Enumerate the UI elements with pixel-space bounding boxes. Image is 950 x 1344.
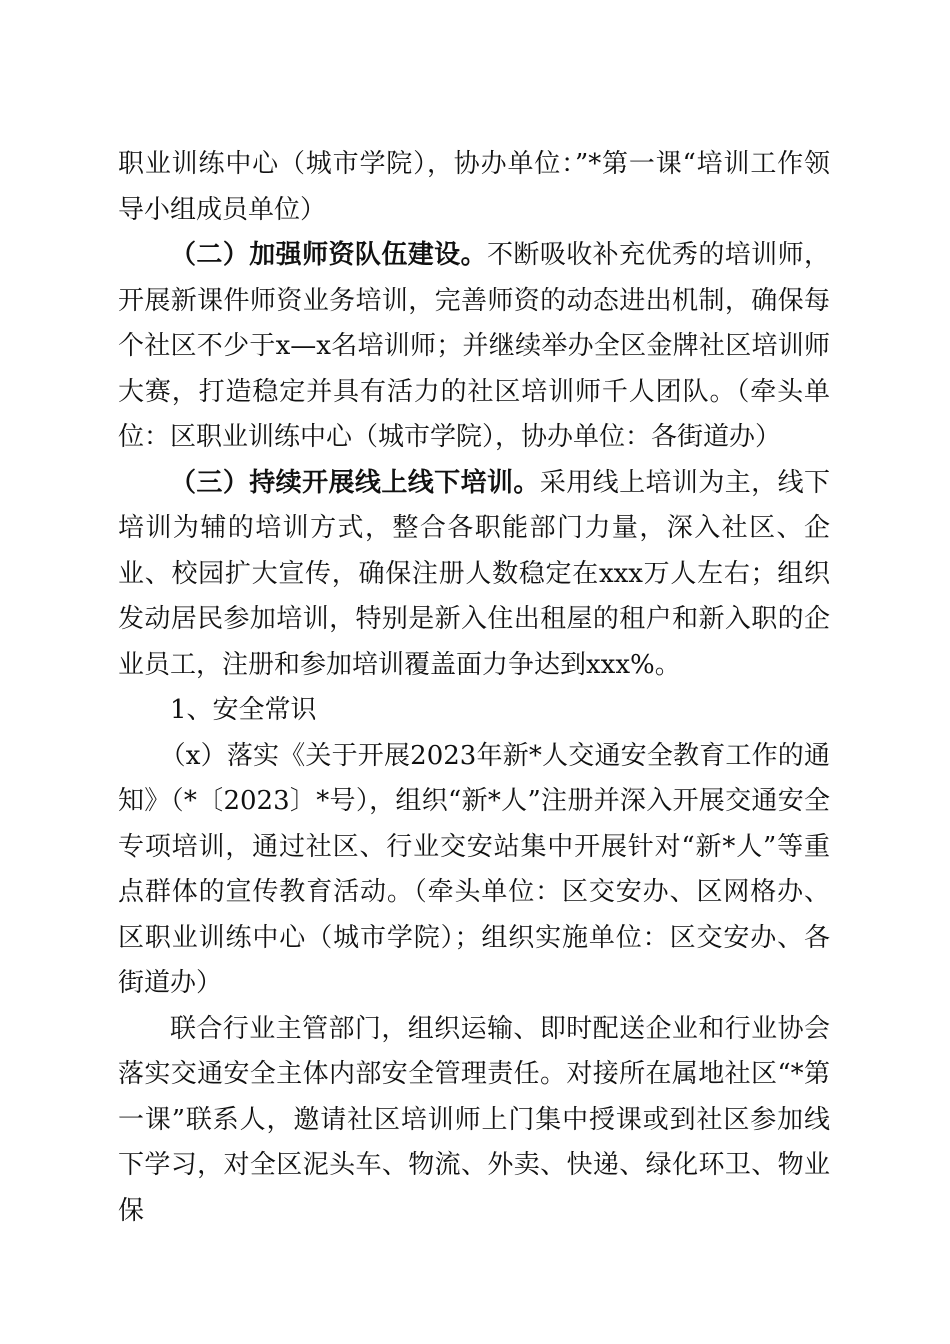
paragraph-text: 采用线上培训为主，线下培训为辅的培训方式，整合各职能部门力量，深入社区、企业、校园扩大宣传，确保注册人数稳定在xxx万人左右；组织发动居民参加培训，特别是新入住出租屋的租户和新入职的企业员工，注册和参加培训覆盖面力争达到xxx%。 [118, 467, 830, 680]
paragraph-continuation [118, 142, 830, 233]
paragraph-text: 职业训练中心（城市学院），协办单位：”*第一课“培训工作领导小组成员单位） [118, 149, 830, 225]
paragraph-teacher-team [118, 233, 830, 461]
paragraph-industry [118, 1007, 830, 1235]
paragraph-text: 不断吸收补充优秀的培训师，开展新课件师资业务培训，完善师资的动态进出机制，确保每个社区不少于x—x名培训师；并继续举办全区金牌社区培训师大赛，打造稳定并具有活力的社区培训师千人团队。（牵头单位：区职业训练中心（城市学院），协办单位：各街道办） [118, 240, 830, 452]
paragraph-text: 1、安全常识 [170, 695, 317, 725]
section-heading-3: （三）持续开展线上线下培训。 [170, 467, 540, 498]
document-body [118, 142, 830, 1234]
section-heading-2: （二）加强师资队伍建设。 [170, 240, 487, 270]
paragraph-text: 联合行业主管部门，组织运输、即时配送企业和行业协会落实交通安全主体内部安全管理责任。对接所在属地社区“*第一课”联系人，邀请社区培训师上门集中授课或到社区参加线下学习，对全区泥头车、物流、外卖、快递、绿化环卫、物业保 [118, 1013, 830, 1226]
paragraph-text: （x）落实《关于开展2023年新*人交通安全教育工作的通知》（*〔2023〕*号），组织“新*人”注册并深入开展交通安全专项培训，通过社区、行业交安站集中开展针对“新*人”等重点群体的宣传教育活动。（牵头单位：区交安办、区网格办、区职业训练中心（城市学院）；组织实施单位：区交安办、各街道办） [118, 740, 830, 998]
paragraph-traffic-safety [118, 734, 830, 1007]
paragraph-online-offline [118, 461, 830, 689]
subheading-safety [118, 688, 830, 734]
